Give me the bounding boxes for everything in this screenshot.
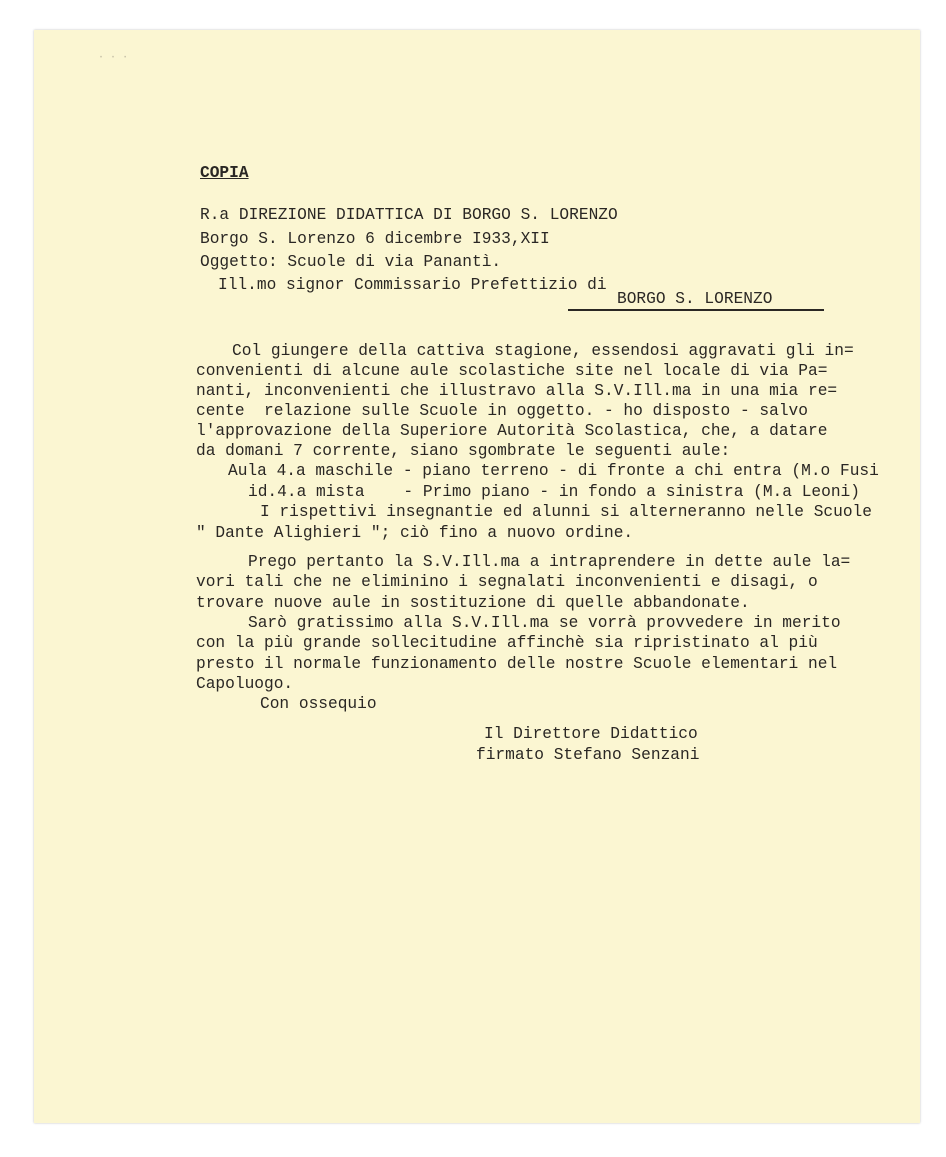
body-line: Col giungere della cattiva stagione, essendosi aggravati gli in= (232, 342, 854, 360)
copy-mark: COPIA (200, 164, 249, 182)
body-line: nanti, inconvenienti che illustravo alla S.V.Ill.ma in una mia re= (196, 382, 838, 400)
body-line: trovare nuove aule in sostituzione di quelle abbandonate. (196, 594, 750, 612)
body-line: Prego pertanto la S.V.Ill.ma a intraprendere in dette aule la= (248, 553, 851, 571)
body-line: Capoluogo. (196, 675, 294, 693)
place-date: Borgo S. Lorenzo 6 dicembre I933,XII (200, 230, 550, 248)
body-line: presto il normale funzionamento delle nostre Scuole elementari nel (196, 655, 838, 673)
body-line: con la più grande sollecitudine affinchè sia ripristinato al più (196, 634, 818, 652)
addressee-underline (568, 309, 824, 311)
signature-title: Il Direttore Didattico (484, 725, 698, 743)
subject-line: Oggetto: Scuole di via Panantì. (200, 253, 502, 271)
corner-marks: ⋅ ⋅ ⋅ (98, 52, 129, 63)
body-line: I rispettivi insegnantie ed alunni si alterneranno nelle Scuole (260, 503, 872, 521)
addressee: Ill.mo signor Commissario Prefettizio di (218, 276, 607, 294)
body-line: vori tali che ne eliminino i segnalati inconvenienti e disagi, o (196, 573, 818, 591)
body-line: cente relazione sulle Scuole in oggetto. - ho disposto - salvo (196, 402, 808, 420)
body-line: convenienti di alcune aule scolastiche site nel locale di via Pa= (196, 362, 828, 380)
body-line: " Dante Alighieri "; ciò fino a nuovo ordine. (196, 524, 634, 542)
body-line: Sarò gratissimo alla S.V.Ill.ma se vorrà provvedere in merito (248, 614, 841, 632)
classroom-list-item: Aula 4.a maschile - piano terreno - di fronte a chi entra (M.o Fusi (228, 462, 879, 480)
signature-name: firmato Stefano Senzani (476, 746, 700, 764)
closing: Con ossequio (260, 695, 377, 713)
addressee-city: BORGO S. LORENZO (617, 290, 773, 308)
body-line: da domani 7 corrente, siano sgombrate le seguenti aule: (196, 442, 731, 460)
letterhead: R.a DIREZIONE DIDATTICA DI BORGO S. LORENZO (200, 206, 618, 224)
body-line: l'approvazione della Superiore Autorità Scolastica, che, a datare (196, 422, 828, 440)
classroom-list-item: id.4.a mista - Primo piano - in fondo a sinistra (M.a Leoni) (248, 483, 860, 501)
